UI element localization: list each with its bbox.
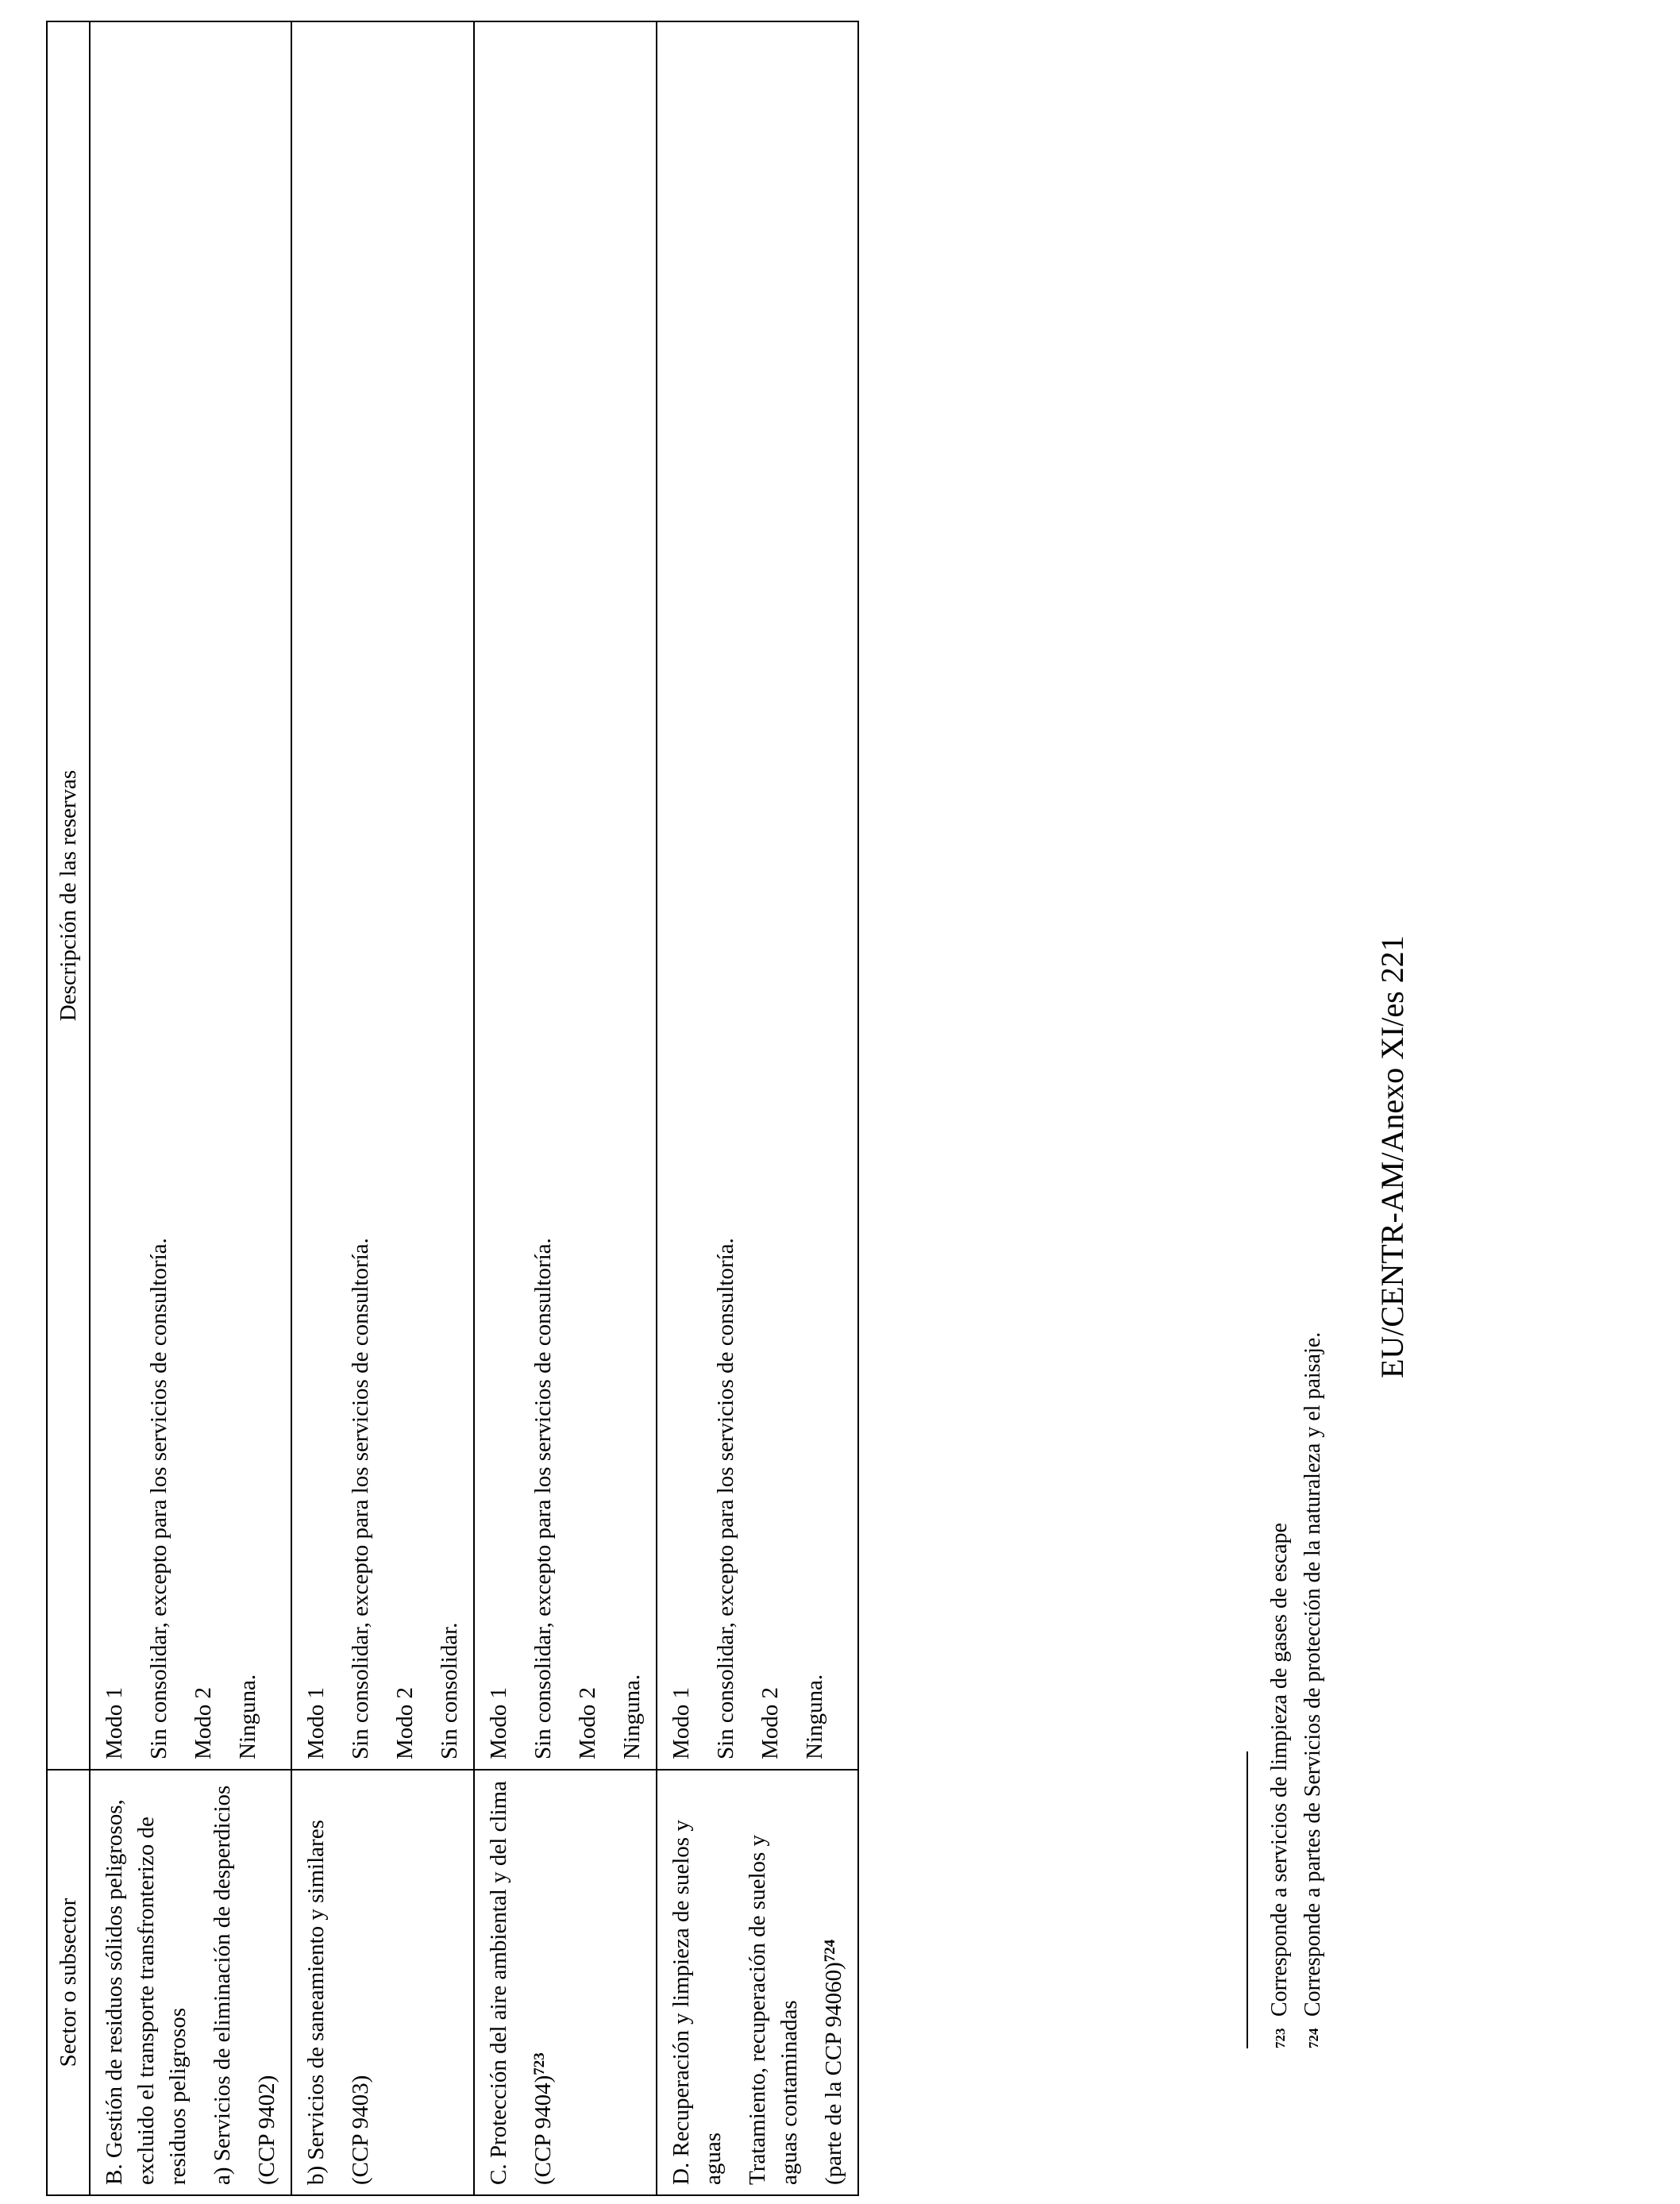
footnote-number: 724 xyxy=(1306,2028,1321,2048)
reservation-text: Ninguna. xyxy=(619,1674,645,1759)
mode-label: Modo 2 xyxy=(757,1686,783,1759)
sector-cell xyxy=(90,1770,291,2195)
table-row xyxy=(90,21,291,2195)
description-cell xyxy=(657,21,858,1770)
sector-code: (CCP 9402) xyxy=(254,2075,279,2185)
sector-code-line xyxy=(527,1780,559,2185)
mode-label: Modo 2 xyxy=(575,1686,600,1759)
table-header-row xyxy=(47,21,90,2195)
description-cell xyxy=(90,21,291,1770)
footnote-text: Corresponde a partes de Servicios de protección de la naturaleza y el paisaje. xyxy=(1300,1331,1325,2017)
table-row xyxy=(657,21,858,2195)
mode-label: Modo 1 xyxy=(669,1686,694,1759)
sector-text: D. Recuperación y limpieza de suelos y aguas xyxy=(669,1820,726,2185)
footnote-divider xyxy=(1247,1751,1248,2048)
sector-text: a) Servicios de eliminación de desperdicios xyxy=(210,1785,235,2185)
sector-text: C. Protección del aire ambiental y del clima xyxy=(486,1781,511,2185)
header-description: Descripción de las reservas xyxy=(47,21,90,1770)
sector-code-line xyxy=(818,1780,850,2185)
mode-label: Modo 2 xyxy=(392,1686,418,1759)
reservation-text: Sin consolidar, excepto para los servicios de consultoría. xyxy=(713,1238,738,1759)
sector-cell xyxy=(474,1770,657,2195)
reservations-table xyxy=(46,21,859,2196)
footnote-ref: 723 xyxy=(531,2052,548,2075)
mode-label: Modo 1 xyxy=(102,1686,127,1759)
description-cell xyxy=(474,21,657,1770)
page-reference: EU/CENTR-AM/Anexo XI/es 221 xyxy=(1374,935,1410,1378)
sector-text: b) Servicios de saneamiento y similares xyxy=(303,1820,329,2185)
reservation-text: Ninguna. xyxy=(235,1674,260,1759)
sector-text: B. Gestión de residuos sólidos peligrosos, excluido el transporte transfronterizo de residuos peligrosos xyxy=(102,1799,191,2185)
footnote-text: Corresponde a servicios de limpieza de gases de escape xyxy=(1267,1523,1292,2017)
header-sector: Sector o subsector xyxy=(47,1770,90,2195)
description-cell xyxy=(291,21,474,1770)
footnote-number: 723 xyxy=(1273,2028,1288,2048)
reservation-text: Sin consolidar, excepto para los servicios de consultoría. xyxy=(348,1238,373,1759)
reservation-text: Sin consolidar, excepto para los servicios de consultoría. xyxy=(530,1238,556,1759)
sector-code: (CCP 9403) xyxy=(348,2075,373,2185)
reservation-text: Sin consolidar, excepto para los servicios de consultoría. xyxy=(146,1238,171,1759)
footnote xyxy=(1299,1332,1328,2048)
footnote-ref: 724 xyxy=(822,1939,838,1963)
sector-cell xyxy=(657,1770,858,2195)
table-row xyxy=(291,21,474,2195)
reservation-text: Sin consolidar. xyxy=(437,1622,462,1759)
mode-label: Modo 1 xyxy=(486,1686,511,1759)
sector-code: (parte de la CCP 94060) xyxy=(821,1962,846,2185)
reservation-text: Ninguna. xyxy=(802,1674,827,1759)
sector-text: Tratamiento, recuperación de suelos y aguas contaminadas xyxy=(745,1834,802,2185)
mode-label: Modo 1 xyxy=(303,1686,329,1759)
sector-code: (CCP 9404) xyxy=(530,2075,556,2185)
mode-label: Modo 2 xyxy=(191,1686,216,1759)
table-row xyxy=(474,21,657,2195)
footnote xyxy=(1266,1523,1295,2048)
sector-cell xyxy=(291,1770,474,2195)
